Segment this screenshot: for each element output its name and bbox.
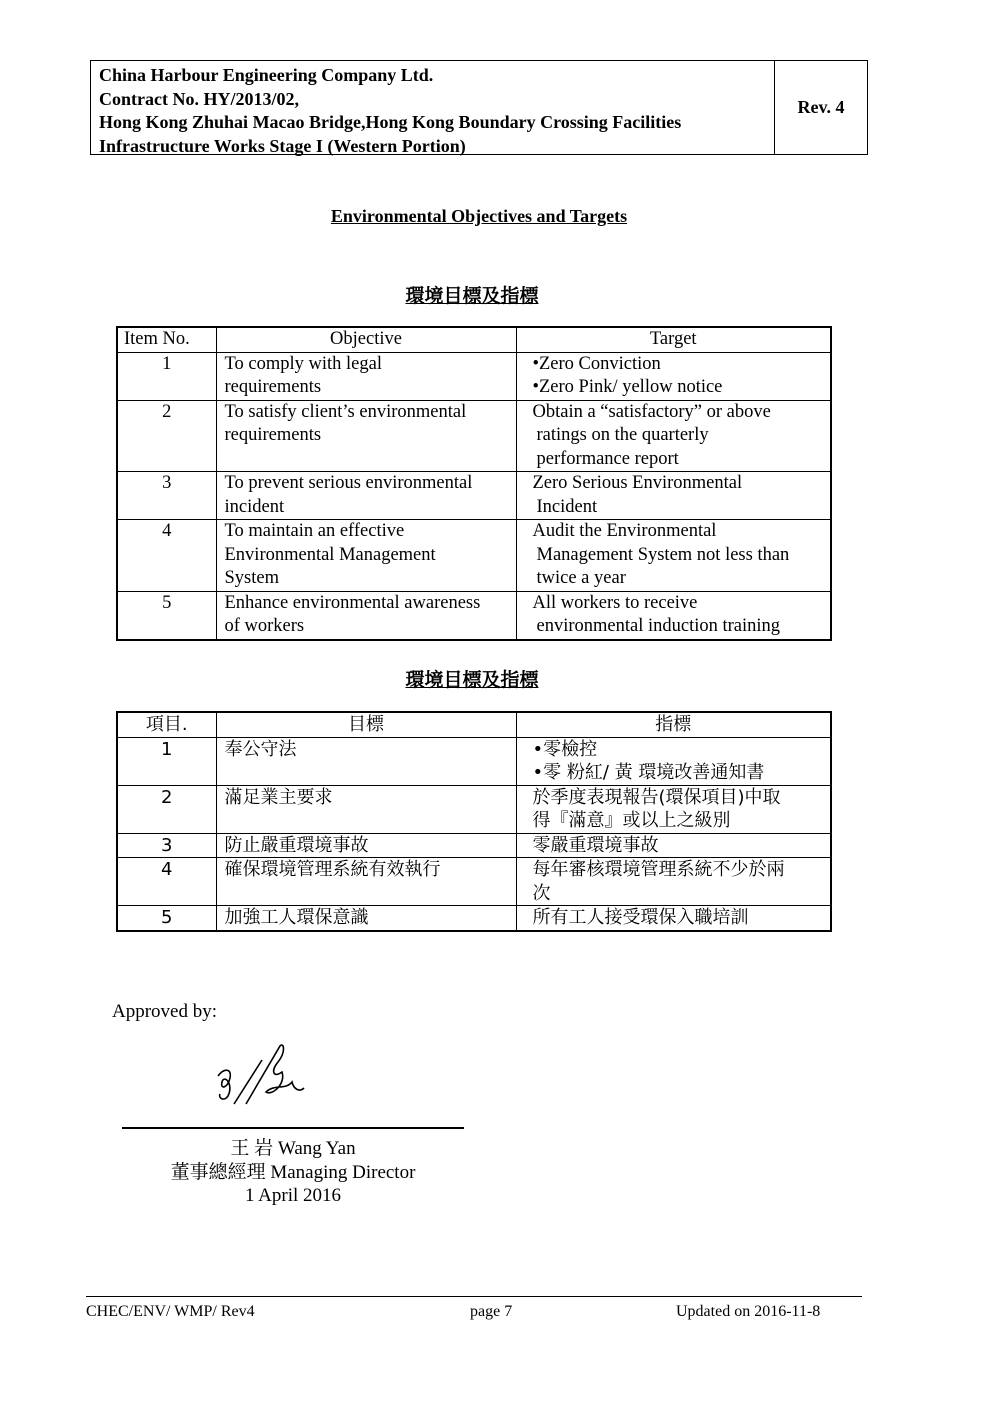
header-target: 指標 [516, 712, 831, 737]
target-text-line: 所有工人接受環保入職培訓 [532, 907, 749, 928]
objective-text-line: To satisfy client’s environmental [224, 401, 467, 422]
item-number-cell: 3 [117, 833, 216, 858]
objective-text-line: 確保環境管理系統有效執行 [224, 859, 441, 880]
objective-text-line: 奉公守法 [224, 738, 297, 760]
header-objective: 目標 [216, 712, 516, 737]
target-text-line: Audit the Environmental [532, 521, 717, 541]
objective-cell [216, 520, 516, 592]
objectives-table-chinese-body [117, 737, 831, 931]
signature-line [122, 1127, 464, 1129]
target-cell [516, 858, 831, 906]
target-cell [516, 833, 831, 858]
objective-text-line: 防止嚴重環境事故 [224, 834, 369, 856]
table-row [117, 591, 831, 640]
objective-cell [216, 906, 516, 931]
approved-by-label: Approved by: [112, 1001, 218, 1022]
table-row [117, 400, 831, 472]
table-header-row [117, 327, 831, 352]
footer-page-number: page 7 [470, 1303, 513, 1320]
target-cell [516, 737, 831, 785]
objective-cell [216, 737, 516, 785]
target-text-line: •零 粉紅/ 黃 環境改善通知書 [532, 762, 765, 783]
item-number-cell: 4 [117, 858, 216, 906]
target-text-line: Incident [536, 496, 598, 517]
target-cell [516, 352, 831, 400]
target-cell [516, 785, 831, 833]
header-target: Target [516, 327, 831, 352]
header-line-contract: Contract No. HY/2013/02, [99, 88, 299, 109]
footer-updated-date: Updated on 2016-11-8 [676, 1303, 821, 1320]
target-text-line: •Zero Conviction [532, 353, 661, 374]
objective-cell [216, 472, 516, 520]
target-text-line: 每年審核環境管理系統不少於兩 [532, 859, 785, 880]
objectives-table-english [116, 326, 832, 641]
objective-text-line: 加強工人環保意識 [224, 907, 369, 928]
target-text-line: 次 [532, 882, 551, 904]
table-row [117, 520, 831, 592]
header-line-works: Infrastructure Works Stage I (Western Portion) [99, 135, 466, 156]
objective-text-line: To comply with legal [224, 353, 382, 374]
document-header [90, 60, 868, 155]
objective-cell [216, 352, 516, 400]
page-title-english: Environmental Objectives and Targets [330, 206, 628, 226]
objective-text-line: Environmental Management [224, 544, 436, 565]
header-objective: Objective [216, 327, 516, 352]
objectives-table-chinese [116, 711, 832, 932]
target-text-line: twice a year [536, 568, 626, 588]
objective-cell [216, 400, 516, 472]
target-text-line: ratings on the quarterly [536, 425, 709, 445]
target-text-line: Management System not less than [536, 544, 790, 565]
page-title-chinese: 環境目標及指標 [405, 285, 539, 307]
item-number-cell: 2 [117, 785, 216, 833]
item-number-cell: 1 [117, 737, 216, 785]
table-header-row [117, 712, 831, 737]
objective-text-line: incident [224, 496, 285, 517]
objective-text-line: of workers [224, 616, 305, 636]
objective-text-line: requirements [224, 425, 322, 445]
signer-name: 王 岩 Wang Yan [230, 1138, 356, 1159]
target-text-line: 於季度表現報告(環保項目)中取 [532, 786, 781, 808]
target-text-line: All workers to receive [532, 592, 698, 613]
target-text-line: performance report [536, 448, 679, 469]
objective-cell [216, 785, 516, 833]
objective-cell [216, 591, 516, 640]
table-row [117, 472, 831, 520]
table-row [117, 785, 831, 833]
objective-text-line: 滿足業主要求 [224, 786, 333, 808]
header-item-no: Item No. [117, 327, 216, 352]
signer-title: 董事總經理 Managing Director [170, 1161, 416, 1183]
target-cell [516, 400, 831, 472]
objective-cell [216, 858, 516, 906]
target-cell [516, 906, 831, 931]
table-row [117, 858, 831, 906]
header-line-project: Hong Kong Zhuhai Macao Bridge,Hong Kong Boundary Crossing Facilities [99, 112, 682, 132]
item-number-cell: 2 [117, 400, 216, 472]
objective-cell [216, 833, 516, 858]
objective-text-line: requirements [224, 377, 322, 397]
target-cell [516, 472, 831, 520]
target-text-line: •零檢控 [532, 738, 598, 760]
table-row [117, 352, 831, 400]
objective-text-line: Enhance environmental awareness [224, 592, 481, 613]
item-number-cell: 3 [117, 472, 216, 520]
target-cell [516, 591, 831, 640]
item-number-cell: 4 [117, 520, 216, 592]
signature [212, 1038, 312, 1110]
footer-rule [86, 1296, 862, 1297]
header-item-no: 項目. [117, 712, 216, 737]
target-text-line: Zero Serious Environmental [532, 473, 743, 493]
table-row [117, 737, 831, 785]
item-number-cell: 1 [117, 352, 216, 400]
header-revision: Rev. 4 [797, 97, 845, 117]
target-text-line: 零嚴重環境事故 [532, 834, 659, 856]
section-title-chinese: 環境目標及指標 [405, 669, 539, 691]
target-text-line: 得『滿意』或以上之級別 [532, 810, 731, 831]
target-text-line: •Zero Pink/ yellow notice [532, 377, 723, 397]
objective-text-line: System [224, 568, 279, 588]
header-contract-info [91, 61, 775, 154]
objectives-table-english-body [117, 352, 831, 640]
target-text-line: environmental induction training [536, 616, 781, 636]
footer-doc-ref: CHEC/ENV/ WMP/ Rev4 [86, 1303, 255, 1320]
signer-block [120, 1137, 466, 1208]
approval-date: 1 April 2016 [244, 1185, 342, 1206]
objective-text-line: To maintain an effective [224, 521, 405, 541]
header-line-company: China Harbour Engineering Company Ltd. [99, 65, 434, 85]
table-row [117, 906, 831, 931]
objective-text-line: To prevent serious environmental [224, 473, 473, 493]
table-row [117, 833, 831, 858]
target-text-line: Obtain a “satisfactory” or above [532, 401, 771, 422]
item-number-cell: 5 [117, 591, 216, 640]
target-cell [516, 520, 831, 592]
item-number-cell: 5 [117, 906, 216, 931]
